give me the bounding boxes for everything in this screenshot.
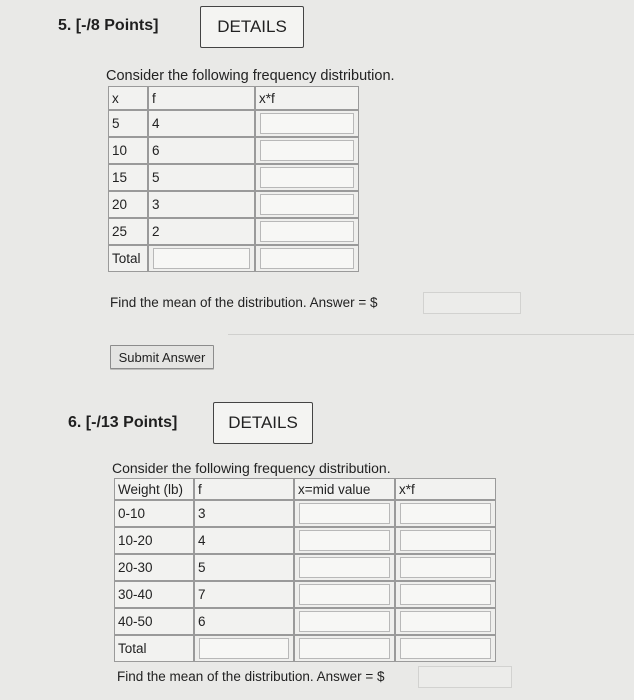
q5-x-cell: 5: [108, 110, 148, 137]
q6-xf-input[interactable]: [395, 527, 496, 554]
q5-points: [-/8 Points]: [75, 17, 159, 34]
q6-answer-input[interactable]: [418, 666, 512, 688]
q6-f-cell: 5: [194, 554, 294, 581]
q5-header-xf: x*f: [255, 86, 359, 110]
q6-mid-input[interactable]: [294, 527, 395, 554]
q5-total-xf-input[interactable]: [255, 245, 359, 272]
q5-answer-label: Find the mean of the distribution. Answer = $: [110, 295, 378, 310]
q6-total-xf-input[interactable]: [395, 635, 496, 662]
q5-f-cell: 4: [148, 110, 255, 137]
q6-mid-input[interactable]: [294, 500, 395, 527]
q6-answer-label: Find the mean of the distribution. Answer = $: [117, 669, 385, 684]
q6-header-mid: x=mid value: [294, 478, 395, 500]
q5-header-x: x: [108, 86, 148, 110]
submit-answer-button[interactable]: Submit Answer: [110, 345, 214, 369]
q6-number-text: 6.: [68, 414, 82, 431]
q6-mid-input[interactable]: [294, 608, 395, 635]
q6-weight-cell: 20-30: [114, 554, 194, 581]
q6-frequency-table: [114, 478, 496, 662]
q5-total-f-input[interactable]: [148, 245, 255, 272]
q5-xf-input[interactable]: [255, 110, 359, 137]
q5-xf-input[interactable]: [255, 191, 359, 218]
q6-xf-input[interactable]: [395, 608, 496, 635]
q6-xf-input[interactable]: [395, 500, 496, 527]
q5-x-cell: 15: [108, 164, 148, 191]
q5-f-cell: 5: [148, 164, 255, 191]
q6-f-cell: 3: [194, 500, 294, 527]
q6-total-f-input[interactable]: [194, 635, 294, 662]
q6-weight-cell: 40-50: [114, 608, 194, 635]
q5-x-cell: 25: [108, 218, 148, 245]
q5-details-button[interactable]: DETAILS: [200, 6, 304, 48]
q6-xf-input[interactable]: [395, 554, 496, 581]
q6-xf-input[interactable]: [395, 581, 496, 608]
q5-frequency-table: [108, 86, 359, 272]
q5-answer-input[interactable]: [423, 292, 521, 314]
q6-weight-cell: 10-20: [114, 527, 194, 554]
q6-points: [-/13 Points]: [85, 414, 178, 431]
q6-total-mid-input[interactable]: [294, 635, 395, 662]
q6-number: [68, 414, 177, 432]
q5-xf-input[interactable]: [255, 137, 359, 164]
q6-header-xf: x*f: [395, 478, 496, 500]
q5-x-cell: 20: [108, 191, 148, 218]
q6-prompt: Consider the following frequency distribution.: [112, 460, 391, 476]
q5-number: [58, 17, 158, 35]
q6-f-cell: 4: [194, 527, 294, 554]
q6-f-cell: 6: [194, 608, 294, 635]
q5-x-cell: 10: [108, 137, 148, 164]
q6-header-weight: Weight (lb): [114, 478, 194, 500]
q5-f-cell: 2: [148, 218, 255, 245]
q5-total-label: Total: [108, 245, 148, 272]
q6-header-f: f: [194, 478, 294, 500]
q6-weight-cell: 30-40: [114, 581, 194, 608]
q5-prompt: Consider the following frequency distribution.: [106, 68, 395, 84]
q5-f-cell: 6: [148, 137, 255, 164]
q5-divider: [228, 334, 634, 335]
q6-mid-input[interactable]: [294, 554, 395, 581]
q5-header-f: f: [148, 86, 255, 110]
q5-xf-input[interactable]: [255, 164, 359, 191]
q5-number-text: 5.: [58, 17, 72, 34]
q6-total-label: Total: [114, 635, 194, 662]
q6-mid-input[interactable]: [294, 581, 395, 608]
q5-f-cell: 3: [148, 191, 255, 218]
q6-f-cell: 7: [194, 581, 294, 608]
q6-details-button[interactable]: DETAILS: [213, 402, 313, 444]
q5-xf-input[interactable]: [255, 218, 359, 245]
q6-weight-cell: 0-10: [114, 500, 194, 527]
